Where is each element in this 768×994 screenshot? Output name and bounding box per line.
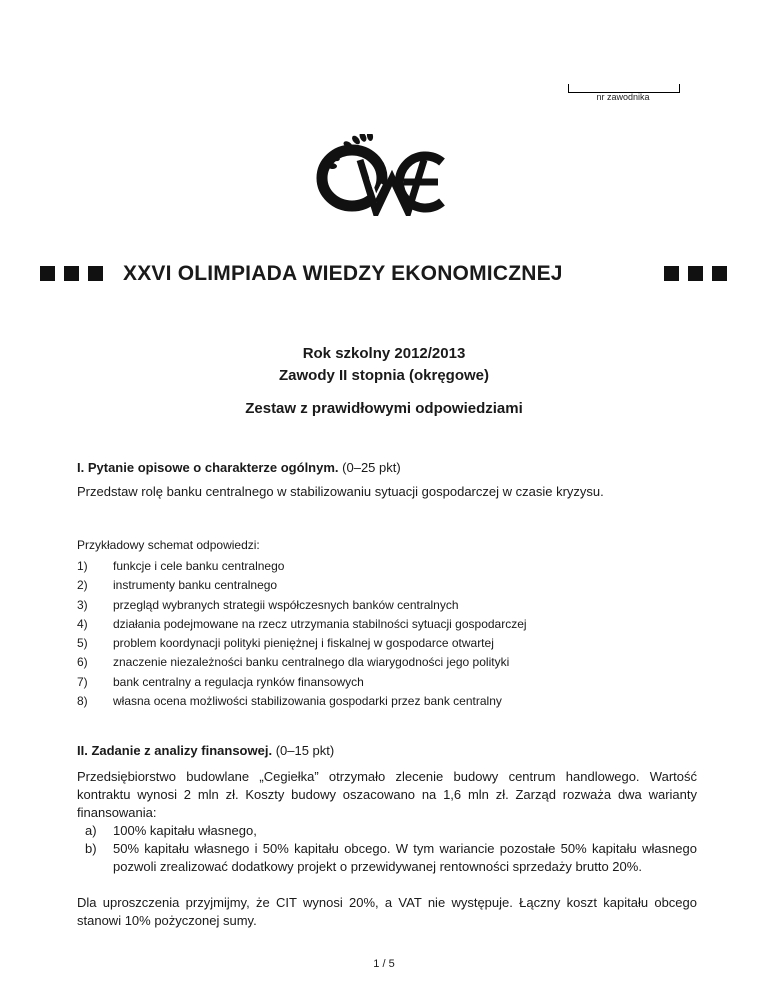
list-item: 4) działania podejmowane na rzecz utrzymania stabilności sytuacji gospodarczej [77,616,527,631]
answer-set-title: Zestaw z prawidłowymi odpowiedziami [245,400,523,417]
list-item: 8) własna ocena możliwości stabilizowania gospodarki przez bank centralny [77,694,502,709]
school-year: Rok szkolny 2012/2013 [302,345,466,362]
section-1-question: Przedstaw rolę banku centralnego w stabilizowaniu sytuacji gospodarczej w czasie kryzysu. [77,484,604,499]
section-1-heading [77,460,401,475]
list-item: 3) przegląd wybranych strategii współczesnych banków centralnych [77,597,459,612]
square-bullet [64,266,79,281]
financing-variants [77,822,697,876]
page-title: XXVI OLIMPIADA WIEDZY EKONOMICZNEJ [123,262,563,285]
square-bullet [712,266,727,281]
list-item: 1) funkcje i cele banku centralnego [77,559,285,573]
list-item: 6) znaczenie niezależności banku centralnego dla wiarygodności jego polityki [77,655,510,670]
list-item: 5) problem koordynacji polityki pieniężnej i fiskalnej w gospodarce otwartej [77,636,494,651]
section-1-points: (0–25 pkt) [342,460,401,475]
section-2-points: (0–15 pkt) [275,743,335,758]
section-1-title: I. Pytanie opisowe o charakterze ogólnym. [77,460,339,475]
section-2-heading [77,743,334,758]
scheme-label: Przykładowy schemat odpowiedzi: [77,538,260,552]
list-item: 7) bank centralny a regulacja rynków finansowych [77,674,364,689]
section-2-title: II. Zadanie z analizy finansowej. [77,743,273,758]
variant-b: b) 50% kapitału własnego i 50% kapitału obcego. W tym wariancie pozostałe 50% kapitału własnego pozwoli zrealizować dodatkowy projekt o przewidywanej rentowności sprzedaży brutto 20%. [85,841,697,874]
owe-logo [312,134,452,221]
section-2-intro: Przedsiębiorstwo budowlane „Cegiełka” otrzymało zlecenie budowy centrum handlowego. Wartość kontraktu wynosi 2 mln zł. Koszty budowy oszacowano na 1,6 mln zł. Zarząd rozważa dwa warianty finansowania: [77,769,697,820]
square-bullet [40,266,55,281]
owe-logo-graphic [312,134,452,216]
answer-scheme-list [77,557,527,711]
variant-a: a) 100% kapitału własnego, [85,823,257,838]
competitor-number-label: nr zawodnika [596,92,650,102]
square-bullet [664,266,679,281]
section-2-assumption: Dla uproszczenia przyjmijmy, że CIT wynosi 20%, a VAT nie występuje. Łączny koszt kapitału obcego stanowi 10% pożyczonej sumy. [77,895,697,928]
square-bullet [88,266,103,281]
competition-stage: Zawody II stopnia (okręgowe) [278,367,490,384]
square-bullet [688,266,703,281]
list-item: 2) instrumenty banku centralnego [77,578,278,593]
title-row [0,262,768,286]
page-number: 1 / 5 [373,958,395,970]
